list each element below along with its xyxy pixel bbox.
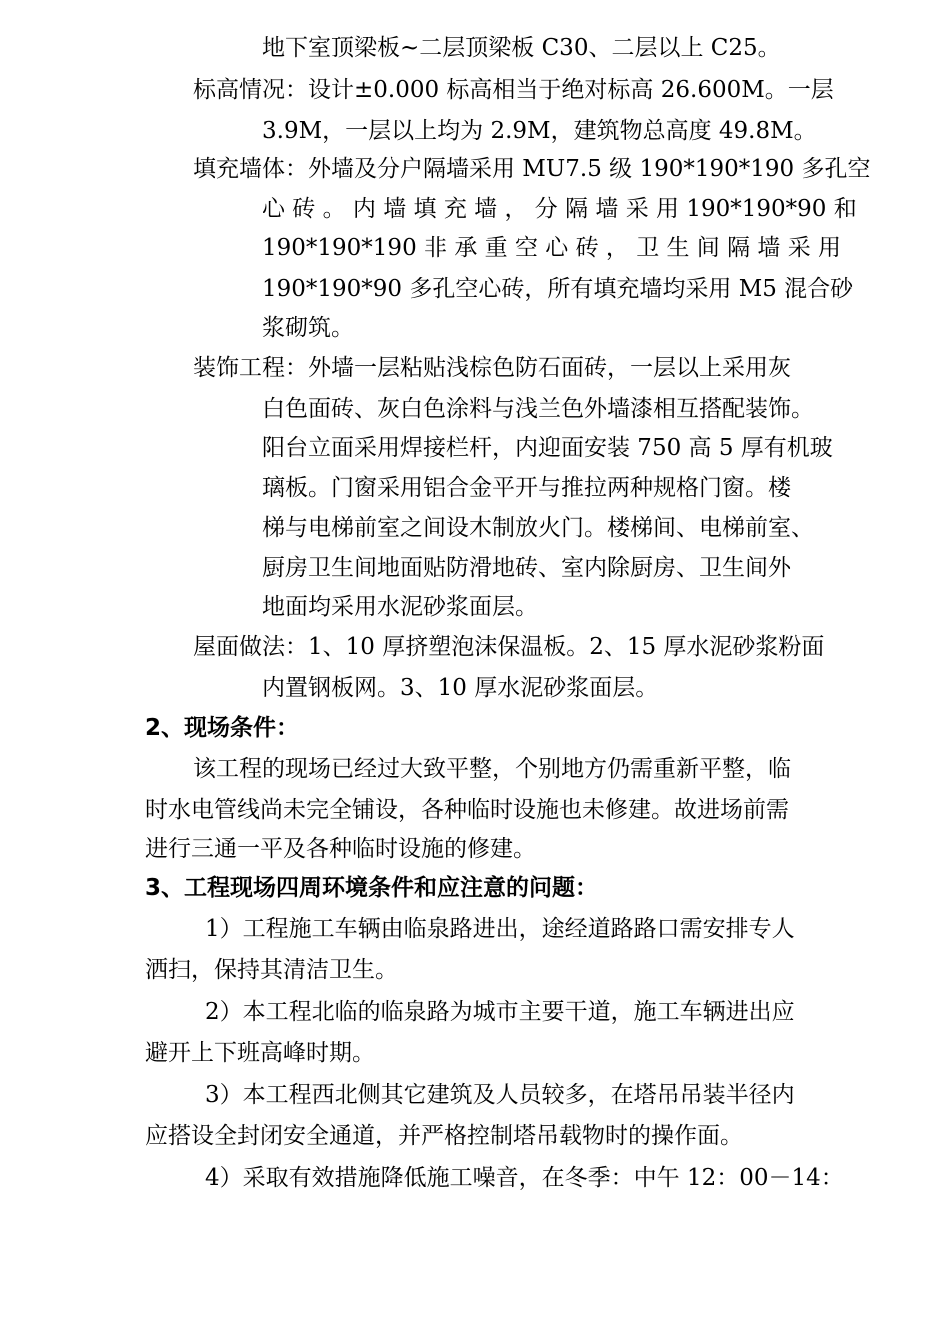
section-heading: 2、现场条件： — [145, 715, 300, 741]
text-line: 应搭设全封闭安全通道，并严格控制塔吊载物时的操作面。 — [145, 1123, 743, 1149]
text-line: 填充墙体：外墙及分户隔墙采用 MU7.5 级 190*190*190 多孔空 — [193, 156, 871, 182]
text-line: 厨房卫生间地面贴防滑地砖、室内除厨房、卫生间外 — [262, 555, 791, 581]
text-line: 屋面做法：1、10 厚挤塑泡沫保温板。2、15 厚水泥砂浆粉面 — [193, 634, 825, 660]
text-line: 190*190*190 非 承 重 空 心 砖 ， 卫 生 间 隔 墙 采 用 — [262, 235, 842, 261]
text-line: 进行三通一平及各种临时设施的修建。 — [145, 836, 536, 862]
text-line: 3）本工程西北侧其它建筑及人员较多，在塔吊吊装半径内 — [205, 1082, 795, 1108]
text-line: 内置钢板网。3、10 厚水泥砂浆面层。 — [262, 675, 659, 701]
text-line: 地面均采用水泥砂浆面层。 — [262, 594, 538, 620]
text-line: 190*190*90 多孔空心砖，所有填充墙均采用 M5 混合砂 — [262, 276, 854, 302]
text-line: 璃板。门窗采用铝合金平开与推拉两种规格门窗。楼 — [262, 475, 791, 501]
section-heading: 3、工程现场四周环境条件和应注意的问题： — [145, 875, 599, 901]
text-line: 梯与电梯前室之间设木制放火门。楼梯间、电梯前室、 — [262, 515, 814, 541]
text-line: 装饰工程：外墙一层粘贴浅棕色防石面砖，一层以上采用灰 — [193, 355, 791, 381]
text-line: 地下室顶梁板~二层顶梁板 C30、二层以上 C25。 — [262, 35, 781, 61]
text-line: 时水电管线尚未完全铺设，各种临时设施也未修建。故进场前需 — [145, 797, 789, 823]
text-line: 浆砌筑。 — [262, 315, 354, 341]
text-line: 该工程的现场已经过大致平整，个别地方仍需重新平整，临 — [193, 756, 791, 782]
text-line: 避开上下班高峰时期。 — [145, 1040, 375, 1066]
text-line: 1）工程施工车辆由临泉路进出，途经道路路口需安排专人 — [205, 916, 795, 942]
text-line: 标高情况：设计±0.000 标高相当于绝对标高 26.600M。一层 — [193, 77, 834, 103]
text-line: 阳台立面采用焊接栏杆，内迎面安装 750 高 5 厚有机玻 — [262, 435, 833, 461]
text-line: 白色面砖、灰白色涂料与浅兰色外墙漆相互搭配装饰。 — [262, 396, 814, 422]
text-line: 洒扫，保持其清洁卫生。 — [145, 957, 398, 983]
text-line: 2）本工程北临的临泉路为城市主要干道，施工车辆进出应 — [205, 999, 795, 1025]
text-line: 心 砖 。 内 墙 填 充 墙 ， 分 隔 墙 采 用 190*190*90 和 — [262, 196, 857, 222]
text-line: 4）采取有效措施降低施工噪音，在冬季：中午 12：00－14： — [205, 1165, 844, 1191]
text-line: 3.9M，一层以上均为 2.9M，建筑物总高度 49.8M。 — [262, 118, 817, 144]
